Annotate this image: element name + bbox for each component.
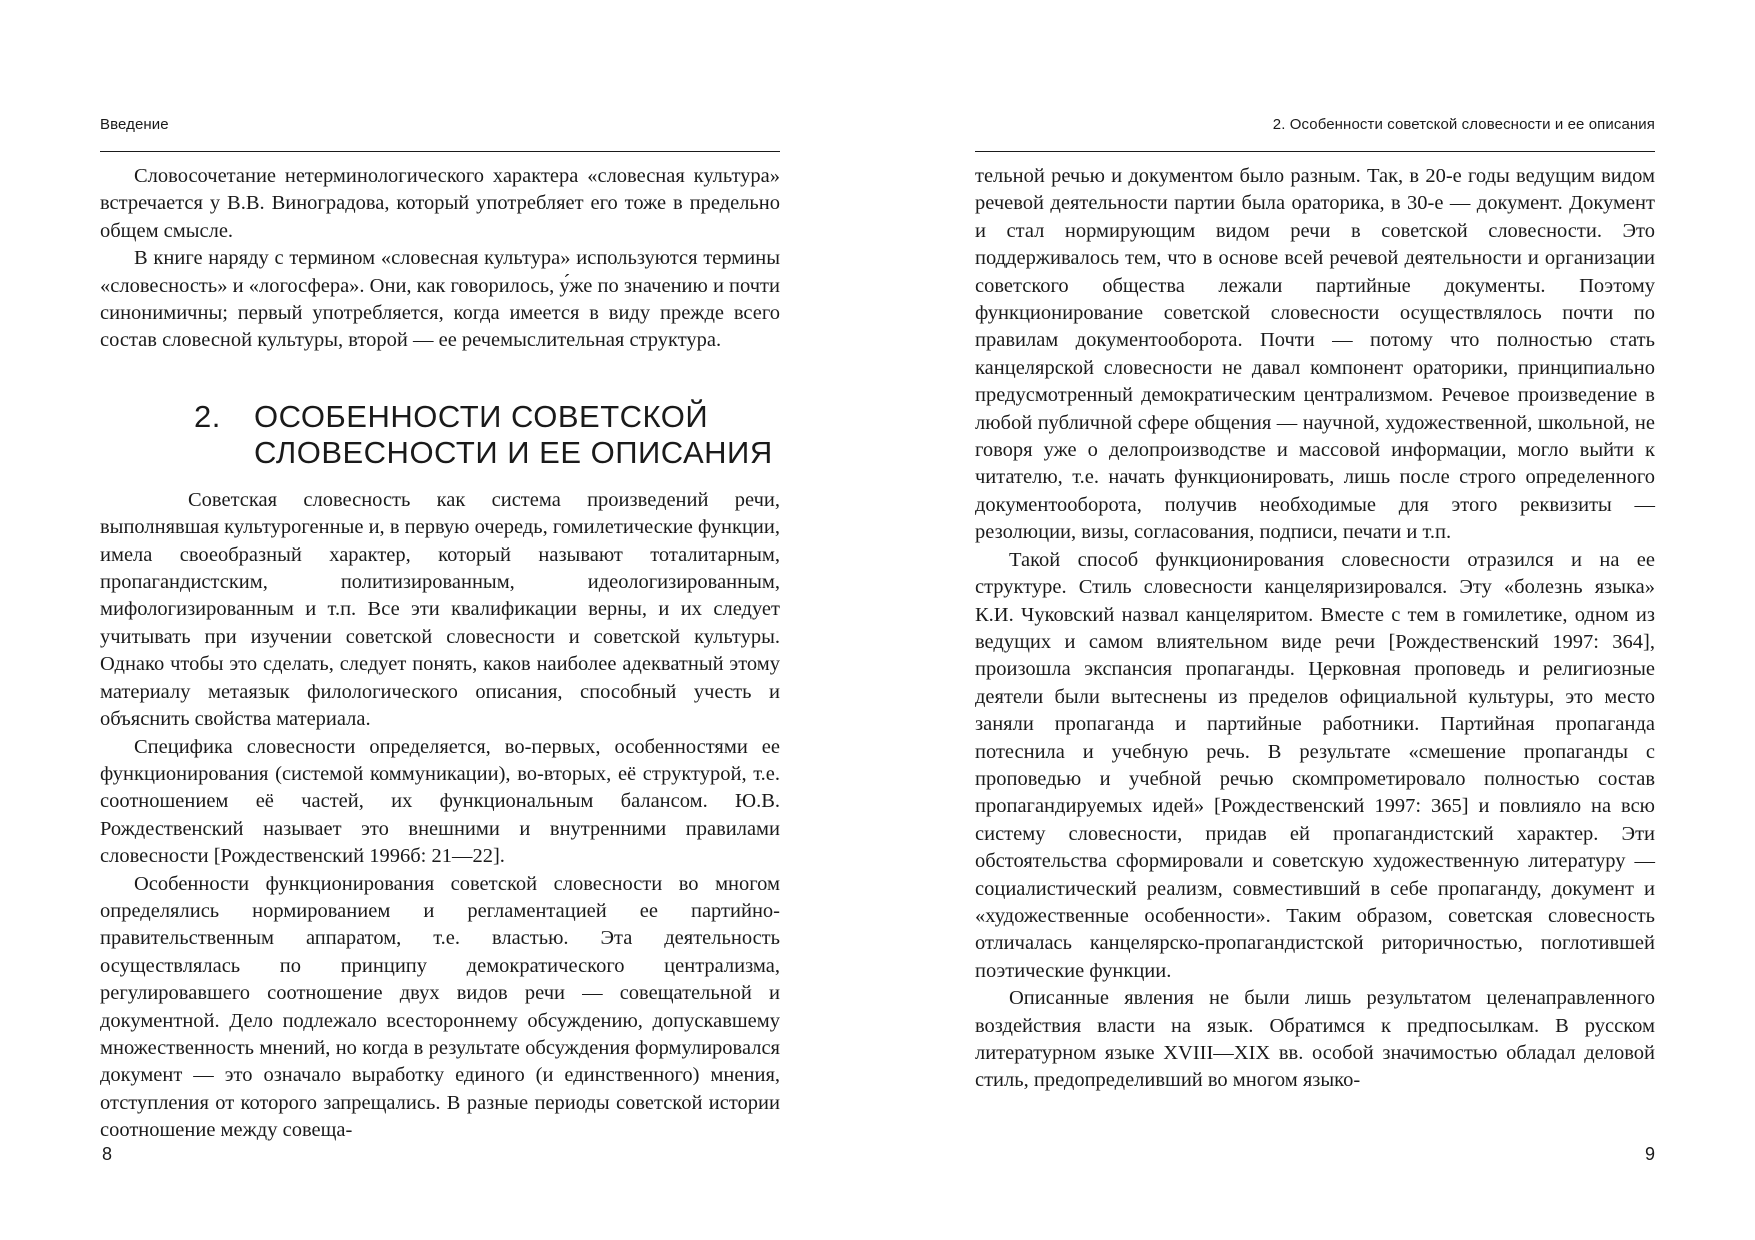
- left-paragraph-4: Специфика словесности определяется, во-первых, особенностями ее функционирования (системой коммуникации), во-вторых, её структурой, т.е. соотношением её частей, их функциональным балансом. Ю.В. Рождественский называет это внешними и внутренними правилами словесности [Рождественский 1996б: 21—22].: [100, 735, 780, 868]
- right-paragraph-2: Такой способ функционирования словесности отразился и на ее структуре. Стиль словесности канцеляризировался. Эту «болезнь языка» К.И. Чуковский назвал канцеляритом. Вместе с тем в гомилетике, одном из ведущих и самом влиятельном виде речи [Рождественский 1997: 364], произошла экспансия пропаганды. Церковная проповедь и религиозные деятели были вытеснены из пределов официальной культуры, это место заняли пропаганда и партийные работники. Партийная пропаганда потеснила и учебную речь. В результате «смешение пропаганды с проповедью и учебной речью скомпрометировало полностью состав пропагандируемых идей» [Рождественский 1997: 365] и повлияло на всю систему словесности, придав ей пропагандистский характер. Эти обстоятельства сформировали и советскую художественную литературу — социалистический реализм, совместивший в себе пропаганду, документ и «художественные особенности». Таким образом, советская словесность отличалась канцелярско-пропагандистской риторичностью, поглотившей поэтические функции.: [975, 548, 1655, 982]
- section-heading: [194, 399, 780, 471]
- left-paragraph-5: Особенности функционирования советской словесности во многом определялись нормированием и регламентацией ее партийно-правительственным аппаратом, т.е. властью. Эта деятельность осуществлялась по принципу демократического централизма, регулировавшего соотношение двух видов речи — совещательной и документной. Дело подлежало всестороннему обсуждению, допускавшему множественность мнений, но когда в результате обсуждения формулировался документ — это означало выработку единого (и единственного) мнения, отступления от которого запрещались. В разные периоды советской истории соотношение между совеща-: [100, 872, 780, 1142]
- section-number: 2.: [194, 398, 221, 434]
- right-running-head: 2. Особенности советской словесности и ее описания: [1272, 116, 1655, 133]
- section-title: ОСОБЕННОСТИ СОВЕТСКОЙ СЛОВЕСНОСТИ И ЕЕ ОПИСАНИЯ: [254, 398, 773, 470]
- right-page-number: 9: [1644, 1144, 1655, 1164]
- left-paragraph-1: Словосочетание нетерминологического характера «словесная культура» встречается у В.В. Виноградова, который употребляет его тоже в предельно общем смысле.: [100, 165, 780, 242]
- right-paragraph-3: Описанные явления не были лишь результатом целенаправленного воздействия власти на язык. Обратимся к предпосылкам. В русском литературном языке XVIII—XIX вв. особой значимостью обладал деловой стиль, предопределивший во многом языко-: [975, 987, 1655, 1092]
- right-header-rule: [975, 151, 1655, 152]
- left-paragraph-3: Советская словесность как система произведений речи, выполнявшая культурогенные и, в первую очередь, гомилетические функции, имела своеобразный характер, который называют тоталитарным, пропагандистским, политизированным, идеологизированным, мифологизированным и т.п. Все эти квалификации верны, и их следует учитывать при изучении советской словесности и советской культуры. Однако чтобы это сделать, следует понять, каков наиболее адекватный этому материалу метаязык филологического описания, способный учесть и объяснить свойства материала.: [100, 488, 780, 731]
- right-paragraph-1: тельной речью и документом было разным. Так, в 20-е годы ведущим видом речевой деятельности партии была ораторика, в 30-е — документ. Документ и стал нормирующим видом речи в советской словесности. Это поддерживалось тем, что в основе всей речевой деятельности и организации советского общества лежали партийные документы. Поэтому функционирование советской словесности осуществлялось почти по правилам документооборота. Почти — потому что полностью стать канцелярской словесности не давал компонент ораторики, принципиально предусмотренный демократическим централизмом. Речевое произведение в любой публичной сфере общения — научной, художественной, школьной, не говоря уже о делопроизводстве и массовой информации, могло выйти к читателю, т.е. начать функционировать, лишь после строго определенного документооборота, получив необходимые для этого реквизиты — резолюции, визы, согласования, подписи, печати и т.п.: [975, 165, 1655, 544]
- left-paragraph-2: В книге наряду с термином «словесная культура» используются термины «словесность» и «логосфера». Они, как говорилось, у́же по значению и почти синонимичны; первый употребляется, когда имеется в виду прежде всего состав словесной культуры, второй — ее речемыслительная структура.: [100, 247, 780, 352]
- right-page: [975, 0, 1655, 1240]
- left-page-number: 8: [102, 1144, 113, 1164]
- left-running-head: Введение: [100, 116, 169, 133]
- left-body-text: [100, 163, 780, 1145]
- left-header-rule: [100, 151, 780, 152]
- right-body-text: [975, 163, 1655, 1095]
- left-page: [100, 0, 780, 1240]
